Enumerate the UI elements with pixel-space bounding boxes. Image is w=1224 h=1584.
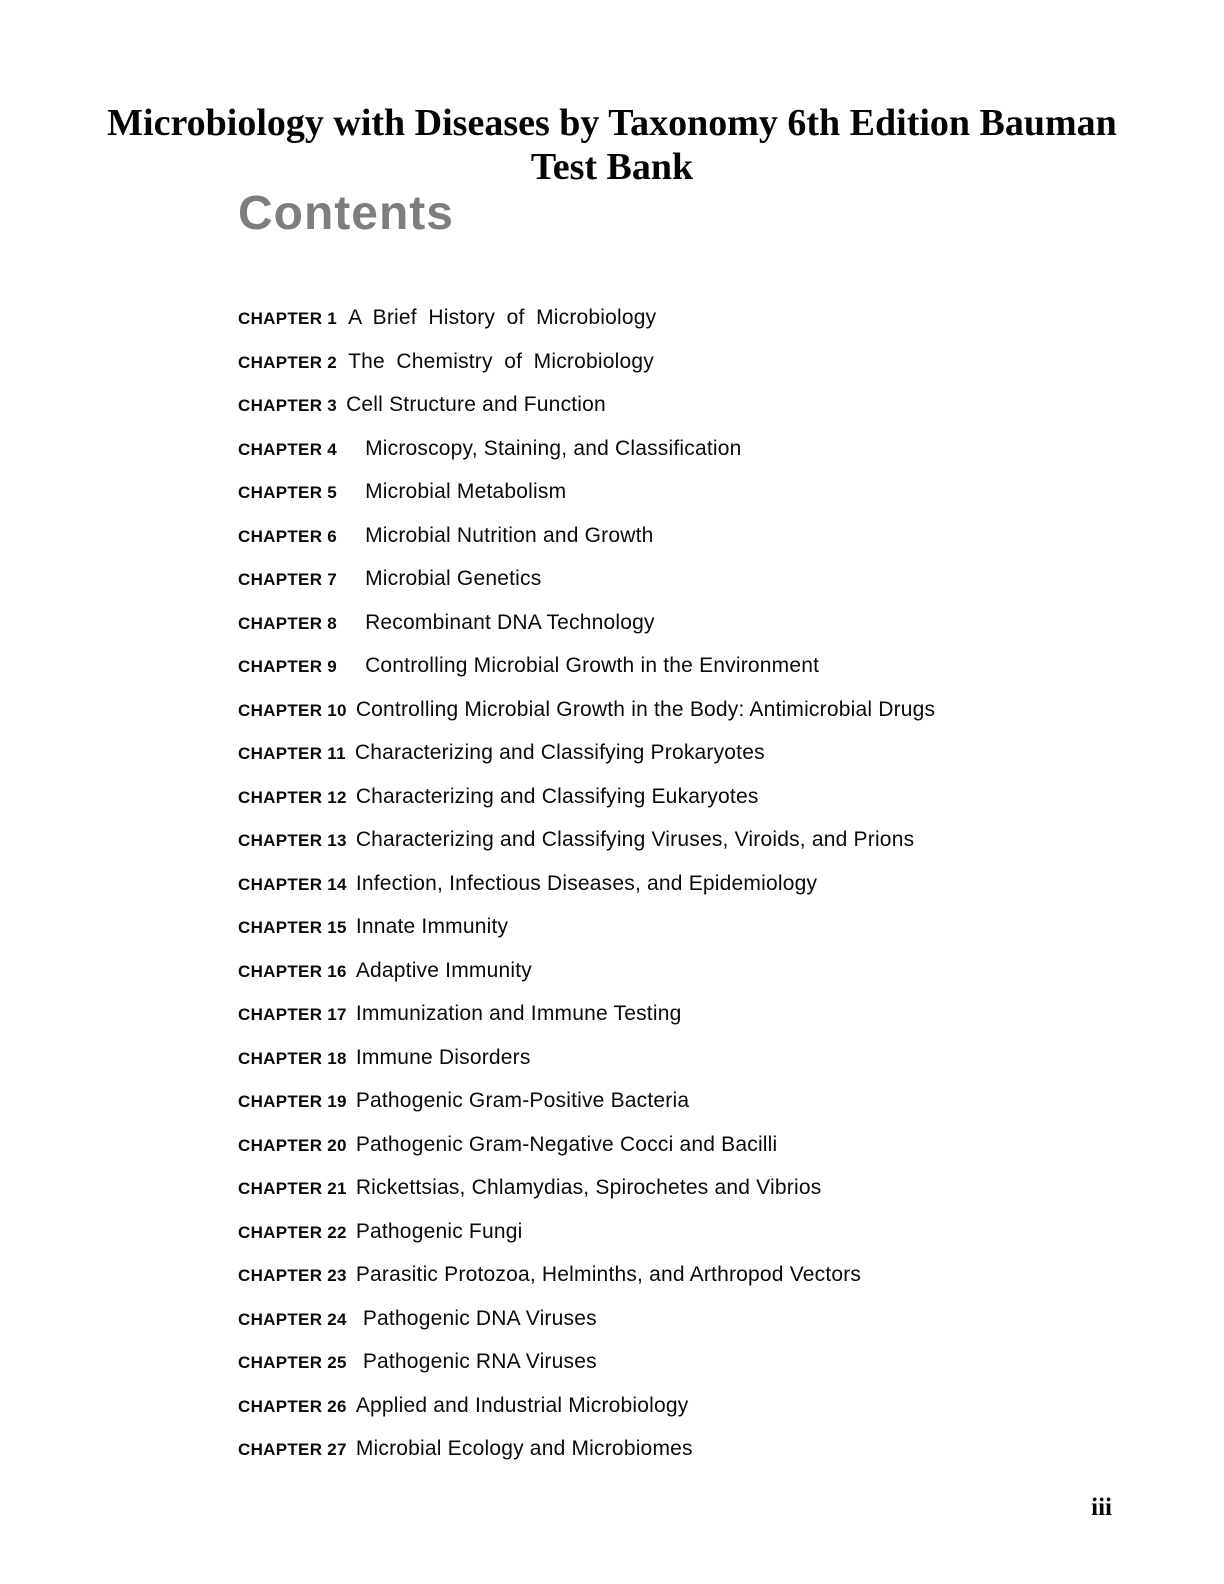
chapter-label: CHAPTER 7 (238, 570, 338, 589)
toc-entry (238, 906, 935, 950)
chapter-label: CHAPTER 12 (238, 787, 347, 807)
chapter-title: Microbial Nutrition and Growth (365, 523, 654, 547)
toc-entry (238, 950, 935, 994)
chapter-title: Adaptive Immunity (355, 958, 532, 982)
chapter-label: CHAPTER 18 (238, 1048, 347, 1068)
chapter-title: Pathogenic Fungi (355, 1219, 523, 1243)
toc-entry (238, 1428, 935, 1472)
toc-entry (238, 515, 935, 559)
toc-entry (238, 428, 935, 472)
chapter-title: Immunization and Immune Testing (355, 1002, 682, 1025)
toc-entry (238, 471, 935, 515)
toc-entry (238, 819, 935, 863)
toc-entry (238, 776, 935, 820)
chapter-label: CHAPTER 13 (238, 831, 347, 850)
toc-entry (238, 1341, 935, 1385)
toc-entry (238, 1167, 935, 1211)
chapter-title: Characterizing and Classifying Viruses, Viroids, and Prions (355, 828, 915, 851)
chapter-title: Infection, Infectious Diseases, and Epidemiology (355, 871, 818, 895)
toc-entry (238, 689, 935, 733)
chapter-label: CHAPTER 9 (238, 657, 338, 676)
toc-entry (238, 602, 935, 646)
chapter-label: CHAPTER 6 (238, 526, 338, 546)
chapter-label: CHAPTER 11 (238, 744, 346, 763)
chapter-label: CHAPTER 8 (238, 613, 338, 633)
toc-entry (238, 993, 935, 1037)
chapter-title: Pathogenic DNA Viruses (362, 1306, 597, 1330)
chapter-title: Pathogenic Gram-Negative Cocci and Bacilli (355, 1132, 778, 1156)
toc-entry (238, 1124, 935, 1168)
chapter-title: Characterizing and Classifying Eukaryotes (355, 784, 759, 808)
toc-entry (238, 1080, 935, 1124)
toc-entry (238, 1037, 935, 1081)
toc-entry (238, 1254, 935, 1298)
toc-entry (238, 863, 935, 907)
toc-entry (238, 558, 935, 602)
page-number: iii (1091, 1494, 1112, 1521)
chapter-title: Controlling Microbial Growth in the Body: Antimicrobial Drugs (355, 697, 936, 721)
chapter-label: CHAPTER 25 (238, 1353, 347, 1372)
chapter-label: CHAPTER 26 (238, 1396, 347, 1416)
toc-entry (238, 1298, 935, 1342)
chapter-label: CHAPTER 19 (238, 1092, 347, 1111)
chapter-title: Innate Immunity (355, 915, 509, 938)
chapter-title: Controlling Microbial Growth in the Environment (365, 654, 820, 677)
toc-entry (238, 1385, 935, 1429)
chapter-label: CHAPTER 4 (238, 439, 338, 459)
chapter-title: Microbial Genetics (365, 567, 542, 590)
chapter-label: CHAPTER 24 (238, 1309, 347, 1329)
toc-entry (238, 341, 935, 385)
chapter-label: CHAPTER 5 (238, 483, 338, 502)
chapter-title: Microbial Metabolism (365, 480, 567, 503)
chapter-title: Rickettsias, Chlamydias, Spirochetes and Vibrios (355, 1176, 822, 1199)
document-title-line1: Microbiology with Diseases by Taxonomy 6th Edition Bauman (107, 102, 1117, 144)
chapter-label: CHAPTER 15 (238, 918, 347, 937)
document-title (0, 101, 1224, 190)
chapter-label: CHAPTER 27 (238, 1440, 347, 1459)
toc-entry (238, 1211, 935, 1255)
toc-entry (238, 297, 935, 341)
toc-entry (238, 732, 935, 776)
chapter-title: Microscopy, Staining, and Classification (365, 436, 742, 460)
chapter-label: CHAPTER 2 (238, 352, 338, 372)
chapter-label: CHAPTER 1 (238, 309, 338, 328)
chapter-title: Characterizing and Classifying Prokaryotes (354, 741, 765, 764)
table-of-contents (238, 297, 935, 1472)
chapter-label: CHAPTER 21 (238, 1179, 347, 1198)
chapter-title: Parasitic Protozoa, Helminths, and Arthropod Vectors (355, 1263, 862, 1286)
chapter-title: Applied and Industrial Microbiology (355, 1393, 689, 1417)
chapter-title: Recombinant DNA Technology (365, 610, 655, 634)
toc-entry (238, 645, 935, 689)
chapter-title: Immune Disorders (355, 1045, 531, 1069)
chapter-title: Pathogenic RNA Viruses (362, 1350, 597, 1373)
contents-heading: Contents (238, 187, 454, 240)
chapter-label: CHAPTER 17 (238, 1005, 347, 1024)
document-title-line2: Test Bank (530, 146, 694, 189)
chapter-label: CHAPTER 14 (238, 874, 347, 894)
chapter-label: CHAPTER 10 (238, 700, 347, 720)
chapter-title: Microbial Ecology and Microbiomes (355, 1437, 693, 1460)
chapter-title: A Brief History of Microbiology (348, 306, 657, 329)
chapter-label: CHAPTER 3 (238, 396, 338, 415)
chapter-title: Cell Structure and Function (346, 393, 606, 416)
toc-entry (238, 384, 935, 428)
chapter-title: Pathogenic Gram-Positive Bacteria (355, 1089, 690, 1112)
chapter-title: The Chemistry of Microbiology (348, 349, 654, 373)
chapter-label: CHAPTER 22 (238, 1222, 347, 1242)
chapter-label: CHAPTER 20 (238, 1135, 347, 1155)
chapter-label: CHAPTER 16 (238, 961, 347, 981)
chapter-label: CHAPTER 23 (238, 1266, 347, 1285)
